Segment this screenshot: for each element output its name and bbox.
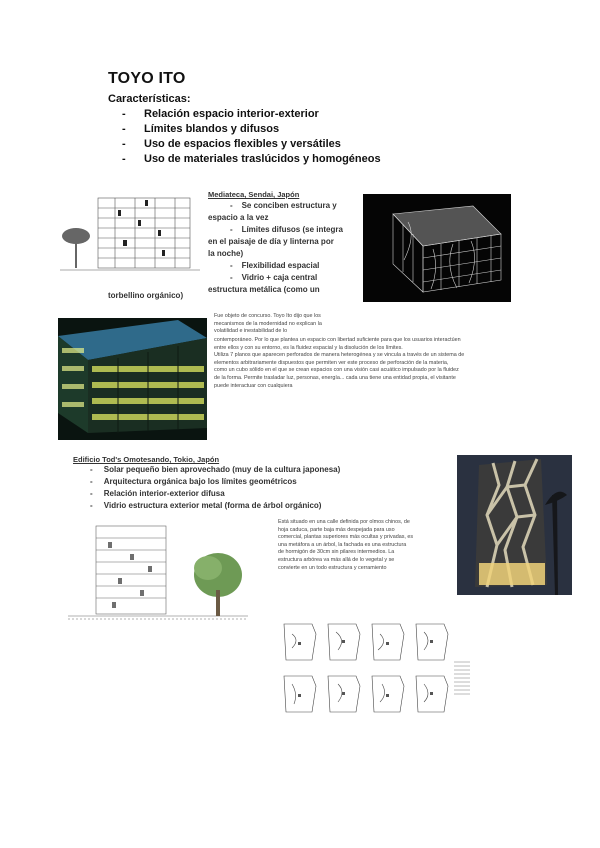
bullet-line: - Vidrio estructura exterior metal (forma de árbol orgánico) (90, 501, 322, 510)
features-heading: Características: (108, 93, 191, 105)
bullet-line: en el paisaje de día y linterna por (208, 237, 334, 246)
mediateca-section-drawing (60, 190, 200, 275)
features-list (122, 107, 381, 167)
mediateca-description: Fue objeto de concurso. Toyo Ito dijo que los mecanismos de la modernidad no explican la volatilidad e inestabilidad de lo (214, 313, 322, 335)
bullet-line: - Flexibilidad espacial (230, 261, 320, 270)
tods-photo-image (457, 455, 572, 595)
mediateca-photo-image (58, 318, 207, 440)
tods-bullets (90, 464, 450, 512)
mediateca-title: Mediateca, Sendai, Japón (208, 190, 300, 199)
mediateca-render-image (363, 194, 511, 302)
tods-section-drawing (68, 520, 248, 625)
bullet-line: - Relación interior-exterior difusa (90, 489, 225, 498)
feature-item: - Límites blandos y difusos (122, 122, 381, 137)
bullet-line: - Vidrio + caja central (230, 273, 318, 282)
feature-item: - Relación espacio interior-exterior (122, 107, 381, 122)
bullet-line: - Límites difusos (se integra (230, 225, 343, 234)
feature-item: - Uso de materiales traslúcidos y homogéneos (122, 152, 381, 167)
tods-floor-plans-drawing (282, 620, 472, 722)
bullet-line: estructura metálica (como un (208, 285, 320, 294)
page-title: TOYO ITO (108, 70, 186, 87)
mediateca-bullets (208, 200, 358, 296)
tods-description: Está situado en una calle definida por olmos chinos, de hoja caduca, parte baja más despejada para uso comercial, plantas superiores más ocultas y privadas, es una metáfora a un árbol, la fachada es una estructura de hormigón de 30cm sin pilares intermedios. La estructura arbórea va más allá de lo vegetal y se convierte en un todo estructura y cerramiento (278, 519, 414, 571)
bullet-line: la noche) (208, 249, 244, 258)
mediateca-description-cont: contemporáneo. Por lo que plantea un espacio con libertad suficiente para que los usuarios interactúen entre ellos y con su entorno, es la fluidez espacial y la disolución de los límites. Utiliza 7 planos que aparecen perforados de manera heterogénea y se vincula a través de un sistema de elementos arbitrariamente dispuestos que permiten ver este proceso de perforación de la materia, como un cubo sólido en el que se crean espacios con una visión casi acuático impulsado por la fluidez de la forma. Permite trasladar luz, personas, energía... cada una tiene una entidad propia, el visitante puede interactuar con cualquiera (214, 337, 465, 389)
bullet-line: espacio a la vez (208, 213, 269, 222)
feature-item: - Uso de espacios flexibles y versátiles (122, 137, 381, 152)
bullet-line: - Se conciben estructura y (230, 201, 337, 210)
bullet-line: - Arquitectura orgánica bajo los límites geométricos (90, 477, 297, 486)
tods-title: Edificio Tod's Omotesando, Tokio, Japón (73, 455, 220, 464)
bullet-line: torbellino orgánico) (108, 291, 184, 300)
bullet-line: - Solar pequeño bien aprovechado (muy de la cultura japonesa) (90, 465, 341, 474)
